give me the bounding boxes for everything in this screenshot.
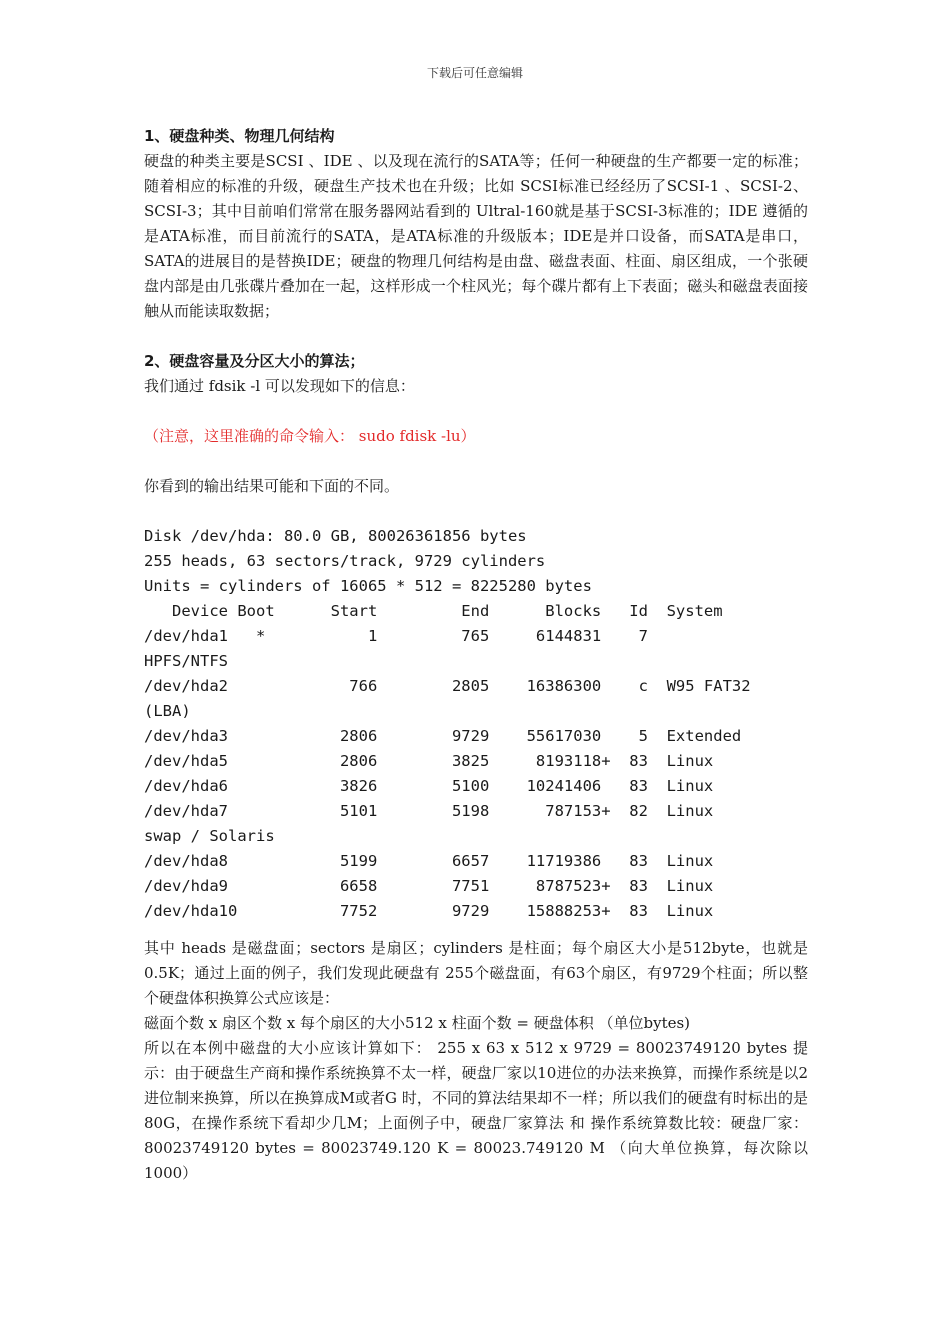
spacer	[144, 924, 808, 936]
disk-line: 255 heads, 63 sectors/track, 9729 cylinders	[144, 552, 546, 570]
partition-row: /dev/hda5 2806 3825 8193118+ 83 Linux	[144, 752, 714, 770]
partition-row: swap / Solaris	[144, 827, 275, 845]
spacer	[144, 499, 808, 524]
command-note: （注意，这里准确的命令输入： sudo fdisk -lu）	[144, 427, 476, 445]
section1-title: 1、硬盘种类、物理几何结构	[144, 127, 335, 145]
disk-line: Disk /dev/hda: 80.0 GB, 80026361856 bytes	[144, 527, 527, 545]
section2-intro: 我们通过 fdsik -l 可以发现如下的信息：	[144, 377, 415, 395]
partition-row: /dev/hda1 * 1 765 6144831 7	[144, 627, 648, 645]
spacer	[144, 399, 808, 424]
partition-row: /dev/hda9 6658 7751 8787523+ 83 Linux	[144, 877, 714, 895]
spacer	[144, 324, 808, 349]
partition-row: /dev/hda7 5101 5198 787153+ 82 Linux	[144, 802, 714, 820]
partition-row: /dev/hda8 5199 6657 11719386 83 Linux	[144, 852, 714, 870]
calculation-paragraph: 所以在本例中磁盘的大小应该计算如下： 255 x 63 x 512 x 9729 = 80023749120 bytes 提示：由于硬盘生产商和操作系统换算不太一样，硬盘厂家以10进位的办法来换算，而操作系统是以2进位制来换算，所以在换算成M或者G 时，不同的算法结果却不一样；所以我们的硬盘有时标出的是80G，在操作系统下看却少几M；上面例子中，硬盘厂家算法 和 操作系统算数比较：硬盘厂家： 80023749120 bytes = 80023749.120 K = 80023.749120 M （向大单位换算，每次除以1000）	[144, 1039, 808, 1182]
partition-row: /dev/hda3 2806 9729 55617030 5 Extended	[144, 727, 742, 745]
formula-paragraph: 磁面个数 x 扇区个数 x 每个扇区的大小512 x 柱面个数 = 硬盘体积 （单位bytes)	[144, 1014, 691, 1032]
section1-body: 硬盘的种类主要是SCSI 、IDE 、以及现在流行的SATA等；任何一种硬盘的生产都要一定的标准；随着相应的标准的升级，硬盘生产技术也在升级；比如 SCSI标准已经经历了SCSI-1 、SCSI-2、SCSI-3；其中目前咱们常常在服务器网站看到的 Ultral-160就是基于SCSI-3标准的；IDE 遵循的是ATA标准，而目前流行的SATA，是ATA标准的升级版本；IDE是并口设备，而SATA是串口，SATA的进展目的是替换IDE；硬盘的物理几何结构是由盘、磁盘表面、柱面、扇区组成，一个张硬盘内部是由几张碟片叠加在一起，这样形成一个柱风光；每个碟片都有上下表面；磁头和磁盘表面接触从而能读取数据；	[144, 152, 808, 320]
partition-row: HPFS/NTFS	[144, 652, 228, 670]
explanation-paragraph: 其中 heads 是磁盘面；sectors 是扇区；cylinders 是柱面；每个扇区大小是512byte，也就是0.5K；通过上面的例子，我们发现此硬盘有 255个磁盘面，有63个扇区，有9729个柱面；所以整个硬盘体积换算公式应该是：	[144, 939, 808, 1007]
partition-row: /dev/hda10 7752 9729 15888253+ 83 Linux	[144, 902, 714, 920]
disk-line: Units = cylinders of 16065 * 512 = 8225280 bytes	[144, 577, 592, 595]
page-header: 下载后可任意编辑	[426, 66, 523, 80]
partition-table-header: Device Boot Start End Blocks Id System	[144, 602, 723, 620]
partition-row: /dev/hda2 766 2805 16386300 c W95 FAT32	[144, 677, 751, 695]
section2-title: 2、硬盘容量及分区大小的算法；	[144, 352, 365, 370]
document-body	[144, 124, 808, 1186]
partition-row: /dev/hda6 3826 5100 10241406 83 Linux	[144, 777, 714, 795]
output-note: 你看到的输出结果可能和下面的不同。	[144, 477, 400, 495]
partition-row: (LBA)	[144, 702, 191, 720]
spacer	[144, 449, 808, 474]
